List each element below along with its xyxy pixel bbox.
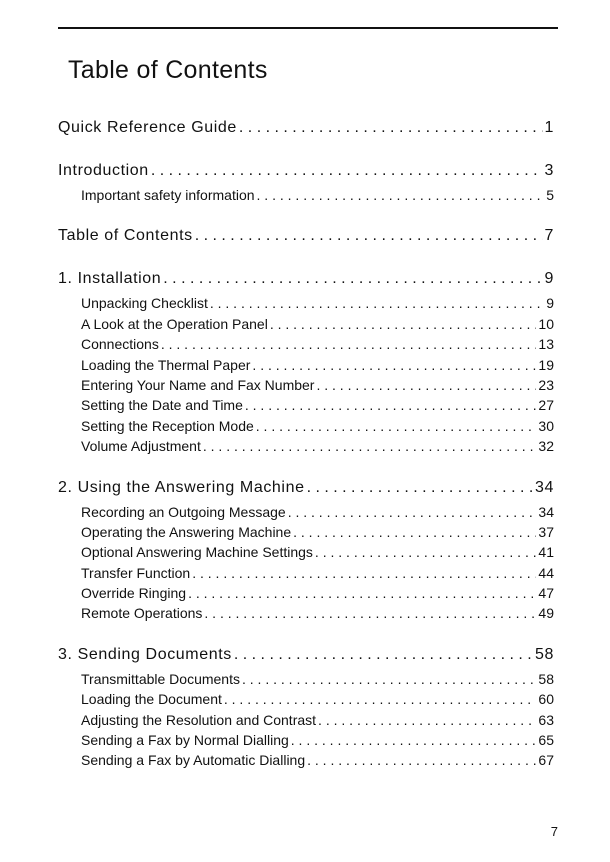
- toc-section: [58, 476, 554, 624]
- toc-entry-title: Sending a Fax by Automatic Dialling: [81, 752, 306, 769]
- toc-entry-page: 9: [544, 270, 554, 288]
- toc-entry-title: Sending a Fax by Normal Dialling: [81, 732, 289, 749]
- dot-leader: [203, 436, 537, 456]
- toc-entry-page: 5: [546, 187, 554, 203]
- dot-leader: [224, 689, 537, 709]
- toc-entry-page: 63: [538, 711, 554, 728]
- toc-entry-page: 37: [538, 523, 554, 540]
- toc-entry-page: 41: [538, 544, 554, 561]
- page-number: 7: [550, 824, 558, 839]
- dot-leader: [151, 159, 543, 183]
- dot-leader: [192, 563, 536, 583]
- toc-entry-title: 3. Sending Documents: [58, 645, 232, 663]
- toc-entry-title: Setting the Date and Time: [81, 397, 243, 414]
- toc-entry-title: Introduction: [58, 162, 149, 179]
- toc-subentry[interactable]: [58, 669, 554, 689]
- toc-entry-page: 58: [535, 645, 554, 663]
- toc-subentry[interactable]: [58, 522, 554, 542]
- toc-entry-title: A Look at the Operation Panel: [81, 315, 268, 332]
- toc-subentry[interactable]: [58, 375, 554, 395]
- toc-entry-page: 30: [538, 417, 554, 434]
- toc-chapter-entry[interactable]: [58, 267, 554, 291]
- toc-subentry[interactable]: [58, 689, 554, 709]
- header-rule: [58, 27, 558, 29]
- toc-entry-page: 44: [538, 564, 554, 581]
- toc-subentry[interactable]: [58, 563, 554, 583]
- dot-leader: [195, 224, 543, 248]
- dot-leader: [307, 750, 536, 770]
- toc-chapter-entry[interactable]: [58, 476, 554, 500]
- dot-leader: [188, 583, 536, 603]
- toc-chapter-entry[interactable]: [58, 224, 554, 248]
- dot-leader: [315, 542, 537, 562]
- toc-entry-title: Loading the Document: [81, 691, 222, 708]
- toc-subentry[interactable]: [58, 334, 554, 354]
- toc-subentry[interactable]: [58, 436, 554, 456]
- dot-leader: [210, 293, 544, 313]
- toc-entry-page: 3: [544, 162, 554, 179]
- toc-subentry[interactable]: [58, 502, 554, 522]
- toc-entry-page: 32: [538, 438, 554, 455]
- toc-subentry[interactable]: [58, 710, 554, 730]
- toc-entry-page: 47: [538, 585, 554, 602]
- dot-leader: [239, 116, 543, 140]
- toc-entry-page: 65: [538, 732, 554, 749]
- dot-leader: [316, 375, 536, 395]
- toc-entry-page: 23: [538, 376, 554, 393]
- dot-leader: [293, 522, 536, 542]
- dot-leader: [161, 334, 537, 354]
- toc-subentry[interactable]: [58, 355, 554, 375]
- toc-entry-title: 2. Using the Answering Machine: [58, 478, 305, 496]
- toc-entry-page: 9: [546, 295, 554, 312]
- toc-chapter-entry[interactable]: [58, 116, 554, 140]
- toc-entry-page: 10: [538, 315, 554, 332]
- toc-subentry[interactable]: [58, 293, 554, 313]
- toc-entry-title: Transmittable Documents: [81, 670, 240, 687]
- toc-entry-title: Operating the Answering Machine: [81, 523, 292, 540]
- toc-subentry[interactable]: [58, 750, 554, 770]
- toc-entry-title: Quick Reference Guide: [58, 119, 237, 136]
- toc-entry-page: 34: [538, 503, 554, 520]
- toc-entry-page: 67: [538, 752, 554, 769]
- toc-entry-page: 60: [538, 691, 554, 708]
- toc-section: [58, 643, 554, 771]
- dot-leader: [234, 643, 533, 667]
- dot-leader: [204, 603, 536, 623]
- toc-entry-title: Remote Operations: [81, 605, 203, 622]
- dot-leader: [270, 314, 537, 334]
- toc-entry-page: 27: [538, 397, 554, 414]
- toc-entry-page: 49: [538, 605, 554, 622]
- toc-chapter-entry[interactable]: [58, 643, 554, 667]
- toc-entry-page: 58: [538, 670, 554, 687]
- dot-leader: [288, 502, 537, 522]
- toc-entry-title: Setting the Reception Mode: [81, 417, 254, 434]
- table-of-contents: [58, 116, 554, 790]
- toc-entry-title: Important safety information: [81, 187, 255, 203]
- toc-subentry[interactable]: [58, 314, 554, 334]
- toc-entry-page: 1: [544, 119, 554, 136]
- toc-entry-title: Connections: [81, 336, 159, 353]
- toc-entry-title: Unpacking Checklist: [81, 295, 208, 312]
- dot-leader: [291, 730, 537, 750]
- toc-entry-title: Adjusting the Resolution and Contrast: [81, 711, 317, 728]
- toc-section: [58, 224, 554, 248]
- toc-entry-title: Optional Answering Machine Settings: [81, 544, 313, 561]
- toc-entry-page: 13: [538, 336, 554, 353]
- dot-leader: [256, 416, 537, 436]
- toc-entry-title: Recording an Outgoing Message: [81, 503, 286, 520]
- page-title: Table of Contents: [68, 56, 268, 84]
- toc-subentry[interactable]: [58, 395, 554, 415]
- toc-section: [58, 159, 554, 205]
- toc-entry-title: Transfer Function: [81, 564, 191, 581]
- toc-entry-page: 34: [535, 478, 554, 496]
- dot-leader: [242, 669, 536, 689]
- dot-leader: [163, 267, 542, 291]
- toc-subentry[interactable]: [58, 603, 554, 623]
- toc-subentry[interactable]: [58, 416, 554, 436]
- toc-chapter-entry[interactable]: [58, 159, 554, 183]
- dot-leader: [318, 710, 536, 730]
- dot-leader: [245, 395, 537, 415]
- toc-entry-page: 7: [544, 227, 554, 245]
- toc-entry-title: 1. Installation: [58, 270, 162, 288]
- dot-leader: [252, 355, 536, 375]
- toc-subentry[interactable]: [58, 185, 554, 205]
- toc-entry-title: Entering Your Name and Fax Number: [81, 376, 315, 393]
- toc-entry-title: Volume Adjustment: [81, 438, 201, 455]
- dot-leader: [307, 476, 533, 500]
- toc-section: [58, 267, 554, 456]
- toc-subentry[interactable]: [58, 542, 554, 562]
- toc-entry-title: Loading the Thermal Paper: [81, 356, 251, 373]
- dot-leader: [257, 185, 545, 205]
- toc-subentry[interactable]: [58, 583, 554, 603]
- toc-section: [58, 116, 554, 140]
- toc-entry-page: 19: [538, 356, 554, 373]
- toc-subentry[interactable]: [58, 730, 554, 750]
- toc-entry-title: Override Ringing: [81, 585, 187, 602]
- toc-entry-title: Table of Contents: [58, 227, 193, 245]
